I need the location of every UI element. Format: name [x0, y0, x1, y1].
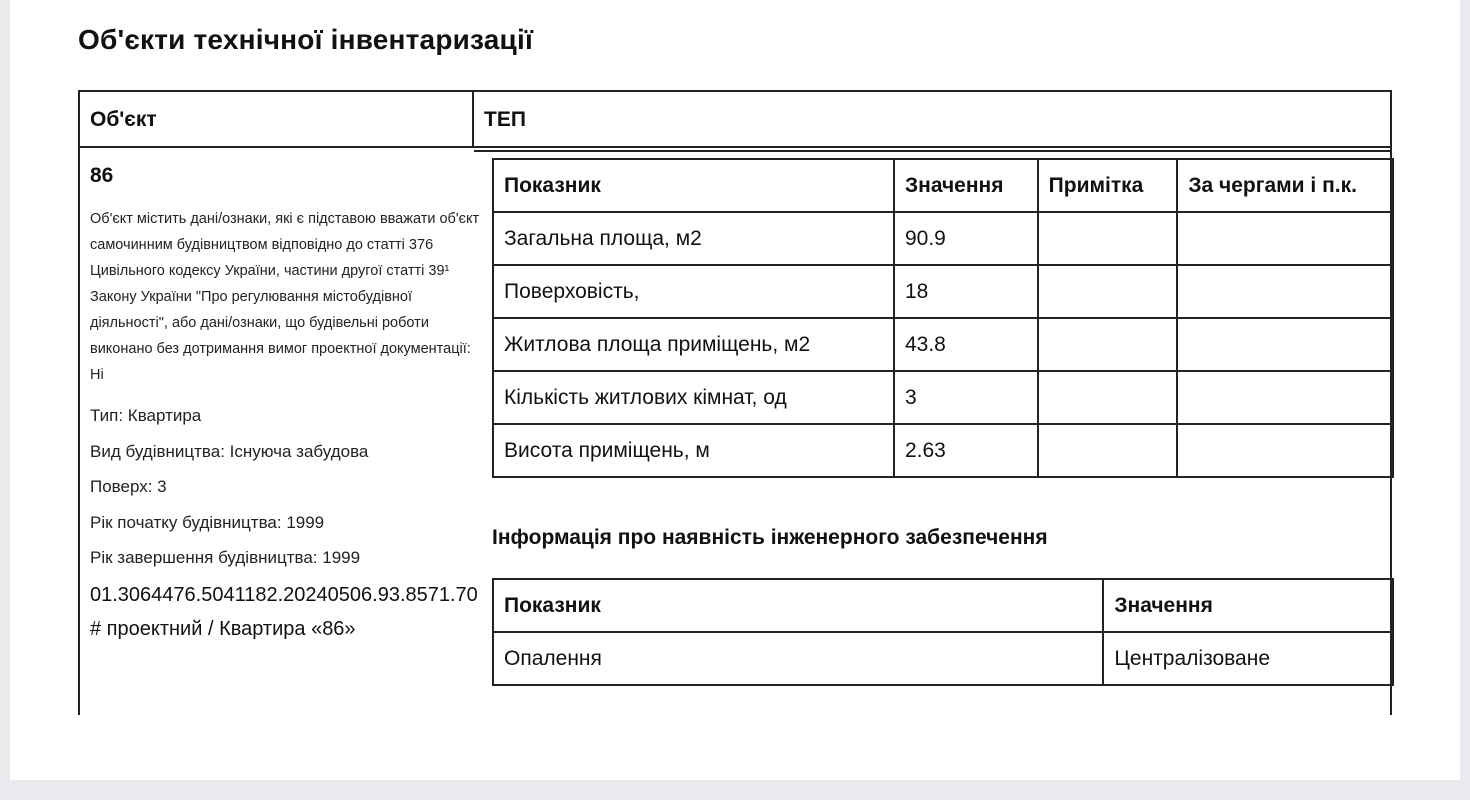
engineering-header-row: [493, 579, 1393, 632]
tep-cell: [1177, 318, 1393, 371]
object-type: Тип: Квартира: [90, 406, 202, 425]
engineering-column-header: Значення: [1103, 579, 1393, 632]
tep-cell: [1177, 424, 1393, 477]
tep-cell: Поверховість,: [493, 265, 894, 318]
tep-row: [493, 371, 1393, 424]
object-end-year: Рік завершення будівництва: 1999: [90, 548, 361, 567]
tep-table: [492, 158, 1394, 478]
tep-cell: [1038, 318, 1178, 371]
tep-row: [493, 318, 1393, 371]
engineering-table: [492, 578, 1394, 686]
tep-cell: [1177, 212, 1393, 265]
inventory-table-header: [80, 92, 1390, 148]
page-title: Об'єкти технічної інвентаризації: [78, 24, 534, 55]
engineering-cell: Централізоване: [1103, 632, 1393, 685]
object-number: 86: [90, 164, 114, 187]
tep-cell: [1177, 371, 1393, 424]
tep-cell: [1038, 424, 1178, 477]
object-column-header: Об'єкт: [80, 92, 474, 146]
tep-cell: [1038, 265, 1178, 318]
tep-cell: [1038, 212, 1178, 265]
engineering-column-header: Показник: [493, 579, 1103, 632]
document-page: [10, 0, 1460, 780]
inventory-table: [78, 90, 1392, 715]
tep-header-row: [493, 159, 1393, 212]
tep-cell: 3: [894, 371, 1038, 424]
tep-cell: Загальна площа, м2: [493, 212, 894, 265]
object-reference: 01.3064476.5041182.20240506.93.8571.70 # проектний / Квартира «86»: [90, 583, 478, 640]
object-legal-note: Об'єкт містить дані/ознаки, які є підставою вважати об'єкт самочинним будівництвом відповідно до статті 376 Цивільного кодексу України, частини другої статті 39¹ Закону України "Про регулювання містобудівної діяльності", або дані/ознаки, що будівельні роботи виконано без дотримання вимог проектної документації: Ні: [90, 211, 480, 383]
object-start-year: Рік початку будівництва: 1999: [90, 512, 325, 532]
tep-cell: 2.63: [894, 424, 1038, 477]
object-details: [90, 164, 482, 646]
tep-cell: Висота приміщень, м: [493, 424, 894, 477]
tep-cell: 18: [894, 265, 1038, 318]
tep-column-header: Примітка: [1038, 159, 1178, 212]
engineering-row: [493, 632, 1393, 685]
tep-column-header: За чергами і п.к.: [1177, 159, 1393, 212]
object-floor: Поверх: 3: [90, 477, 167, 496]
tep-column-header: Показник: [493, 159, 894, 212]
tep-row: [493, 424, 1393, 477]
tep-cell: 43.8: [894, 318, 1038, 371]
tep-cell: [1038, 371, 1178, 424]
tep-cell: [1177, 265, 1393, 318]
object-construction-kind: Вид будівництва: Існуюча забудова: [90, 441, 369, 461]
divider: [474, 150, 1390, 152]
tep-cell: 90.9: [894, 212, 1038, 265]
engineering-cell: Опалення: [493, 632, 1103, 685]
tep-column-header: Значення: [894, 159, 1038, 212]
tep-cell: Житлова площа приміщень, м2: [493, 318, 894, 371]
tep-cell: Кількість житлових кімнат, од: [493, 371, 894, 424]
tep-row: [493, 265, 1393, 318]
tep-column-header: ТЕП: [484, 108, 526, 131]
engineering-title: Інформація про наявність інженерного забезпечення: [492, 526, 1048, 549]
tep-row: [493, 212, 1393, 265]
